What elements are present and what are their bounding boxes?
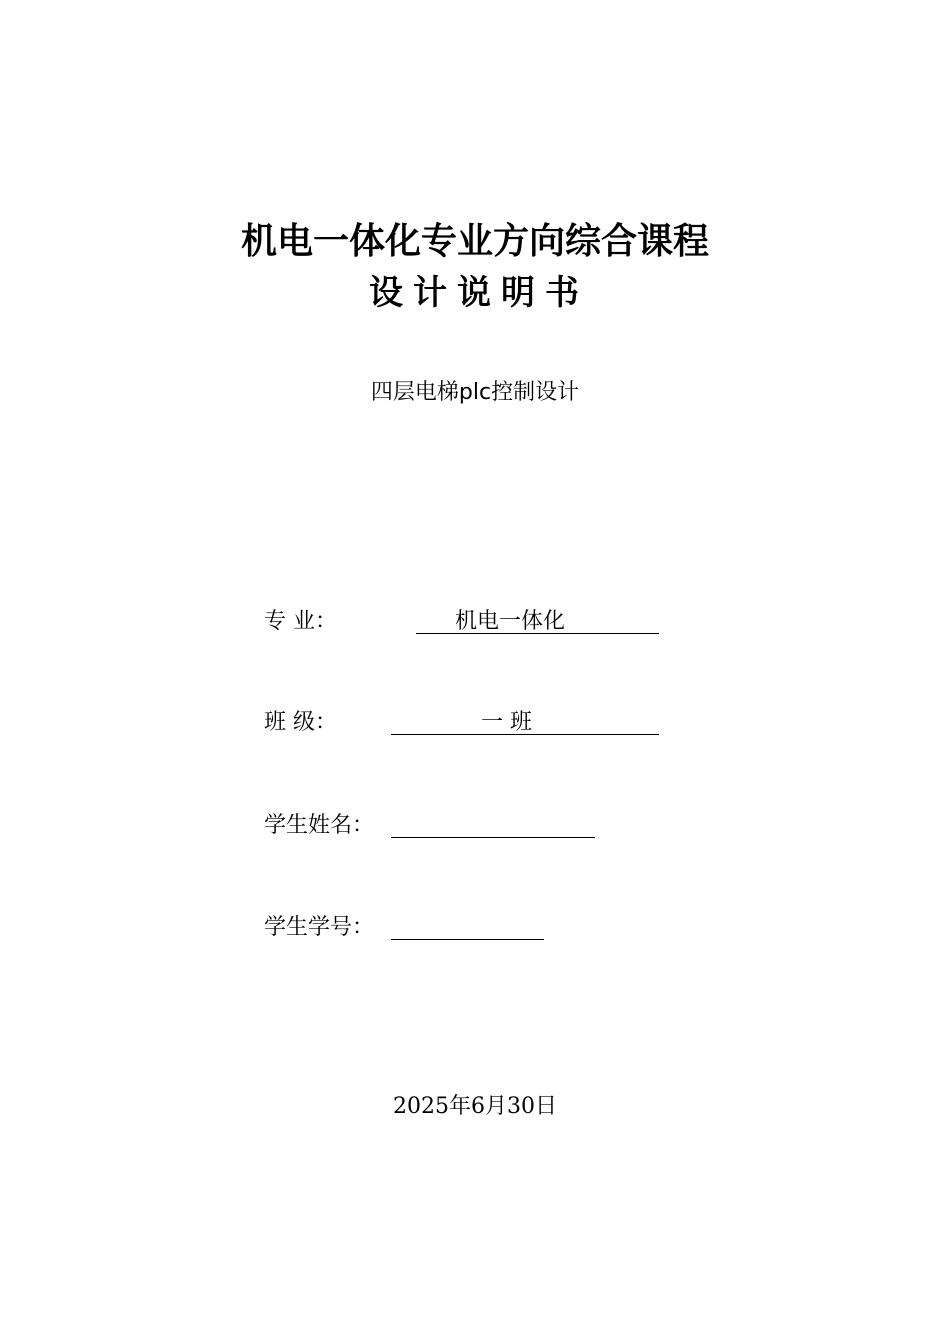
student-name-underline xyxy=(391,809,595,838)
document-date: 2025年6月30日 xyxy=(393,1094,557,1119)
project-topic: 四层电梯plc控制设计 xyxy=(370,380,580,405)
major-label: 专 业： xyxy=(264,609,337,634)
student-id-label: 学生学号： xyxy=(264,915,375,940)
student-name-label: 学生姓名： xyxy=(264,813,375,838)
document-title: 机电一体化专业方向综合课程 xyxy=(240,220,709,262)
class-label: 班 级： xyxy=(264,710,337,735)
student-id-underline xyxy=(391,911,544,940)
major-value: 机电一体化 xyxy=(455,609,566,634)
class-value: 一 班 xyxy=(481,710,532,735)
document-subtitle-title: 设计说明书 xyxy=(369,273,589,313)
